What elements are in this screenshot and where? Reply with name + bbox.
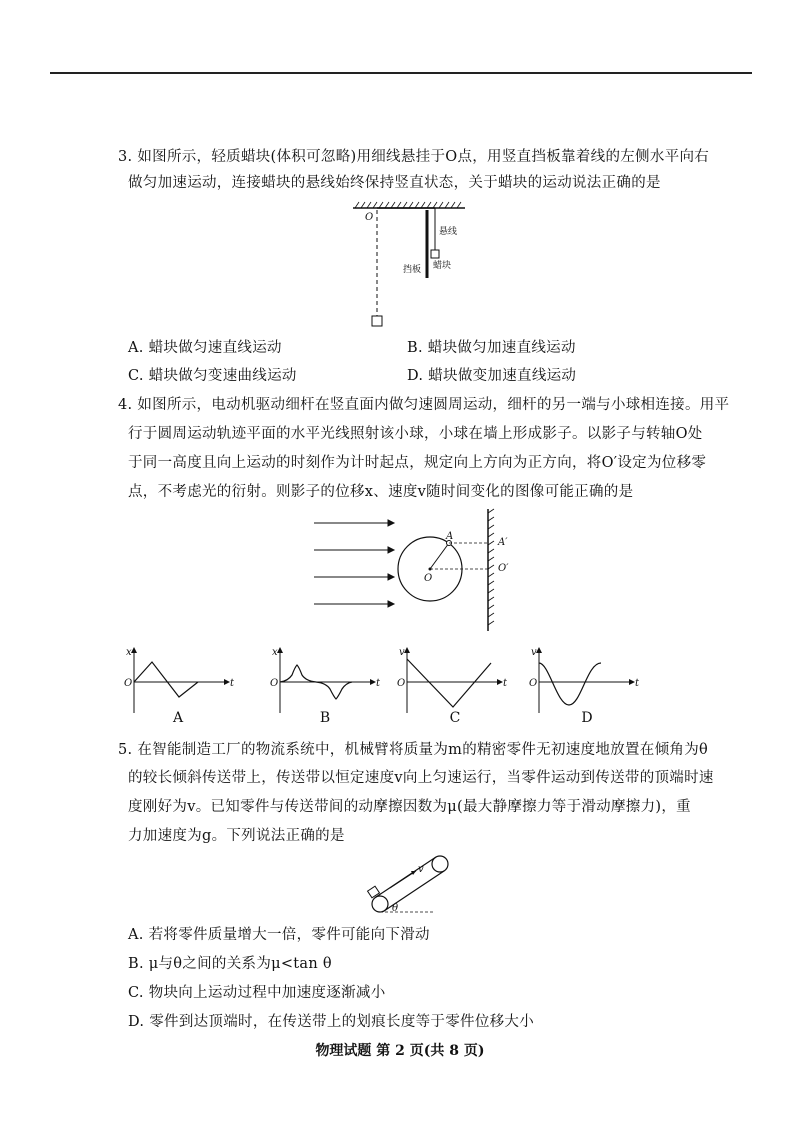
q3-option-b: B. 蜡块做匀加速直线运动 — [407, 340, 576, 356]
q4-shadow-o-label: O′ — [498, 563, 509, 574]
q4-figure — [308, 505, 520, 635]
q5-conveyor-figure — [360, 850, 460, 920]
q3-board-label: 挡板 — [403, 265, 422, 275]
q5-option-c: C. 物块向上运动过程中加速度逐渐减小 — [128, 985, 386, 1001]
page-footer: 物理试题 第 2 页(共 8 页) — [315, 1043, 485, 1059]
q4-graph-c-caption: C — [449, 710, 461, 726]
q3-block-label: 蜡块 — [433, 261, 452, 271]
q5-option-a: A. 若将零件质量增大一倍，零件可能向下滑动 — [128, 927, 430, 943]
q4-graph-a-t-label: t — [230, 678, 235, 689]
q5-line-2: 的较长倾斜传送带上，传送带以恒定速度v向上匀速运行，当零件运动到传送带的顶端时速 — [128, 770, 714, 786]
q5-line-3: 度刚好为v。已知零件与传送带间的动摩擦因数为μ(最大静摩擦力等于滑动摩擦力)，重 — [128, 799, 691, 815]
q3-option-d: D. 蜡块做变加速直线运动 — [407, 368, 577, 384]
q4-axis-o-label: O — [424, 573, 433, 584]
q4-graph-c-o-label: O — [397, 678, 406, 689]
q4-line-3: 于同一高度且向上运动的时刻作为计时起点，规定向上方向为正方向，将O′设定为位移零 — [128, 455, 707, 471]
q4-graph-b-caption: B — [319, 710, 331, 726]
header-rule — [50, 72, 752, 74]
q4-graph-a-o-label: O — [124, 678, 133, 689]
q4-graph-d-caption: D — [581, 710, 593, 726]
q4-graph-b-o-label: O — [270, 678, 279, 689]
q4-ball-a-label: A — [446, 531, 454, 542]
q4-line-1: 4. 如图所示，电动机驱动细杆在竖直面内做匀速圆周运动，细杆的另一端与小球相连接。用平 — [118, 397, 730, 413]
q4-shadow-a-label: A′ — [498, 537, 508, 548]
q4-line-2: 行于圆周运动轨迹平面的水平光线照射该小球，小球在墙上形成影子。以影子与转轴O处 — [128, 426, 703, 442]
q4-graph-b — [268, 645, 383, 715]
q3-line-2: 做匀加速运动，连接蜡块的悬线始终保持竖直状态，关于蜡块的运动说法正确的是 — [128, 175, 661, 191]
q4-line-4: 点，不考虑光的衍射。则影子的位移x、速度v随时间变化的图像可能正确的是 — [128, 484, 634, 500]
q4-graph-b-t-label: t — [376, 678, 381, 689]
q3-option-c: C. 蜡块做匀变速曲线运动 — [128, 368, 297, 384]
q5-option-b: B. μ与θ之间的关系为μ<tan θ — [128, 956, 332, 972]
q4-graph-d-o-label: O — [529, 678, 538, 689]
q4-graph-a — [122, 645, 237, 715]
q5-theta-label: θ — [392, 903, 399, 914]
q5-option-d: D. 零件到达顶端时，在传送带上的划痕长度等于零件位移大小 — [128, 1014, 535, 1030]
q3-option-a: A. 蜡块做匀速直线运动 — [128, 340, 282, 356]
q4-graph-d-t-label: t — [635, 678, 640, 689]
q3-point-o-label: O — [365, 212, 374, 223]
q4-graph-a-y-label: x — [126, 647, 132, 658]
q4-graph-d — [527, 645, 642, 715]
q4-graph-c-t-label: t — [503, 678, 508, 689]
q4-graph-a-caption: A — [172, 710, 184, 726]
q5-line-4: 力加速度为g。下列说法正确的是 — [128, 828, 345, 844]
q3-thread-label: 悬线 — [439, 227, 458, 237]
q3-figure — [345, 198, 475, 330]
q4-graph-c-y-label: v — [399, 647, 405, 658]
q4-graph-c — [395, 645, 510, 715]
q5-velocity-label: v — [418, 864, 424, 875]
q3-line-1: 3. 如图所示，轻质蜡块(体积可忽略)用细线悬挂于O点，用竖直挡板靠着线的左侧水平向右 — [118, 149, 710, 165]
q4-graph-d-y-label: v — [531, 647, 537, 658]
q4-graph-b-y-label: x — [272, 647, 278, 658]
q5-line-1: 5. 在智能制造工厂的物流系统中，机械臂将质量为m的精密零件无初速度地放置在倾角为θ — [118, 742, 709, 758]
